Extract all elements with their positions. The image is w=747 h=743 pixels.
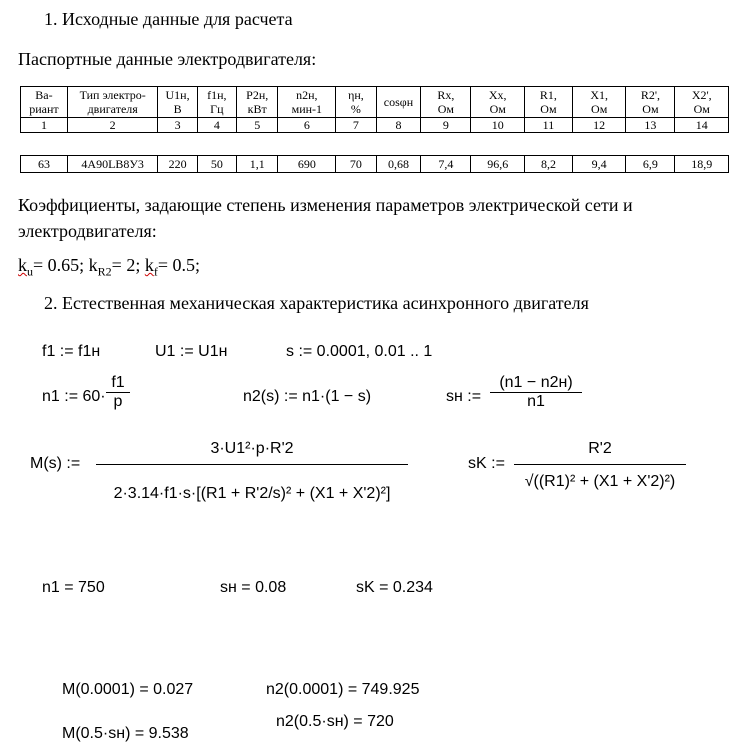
eq-n1-lhs: n1 := 60· <box>42 388 106 405</box>
header-line-1: n2н, <box>296 88 318 102</box>
data-cell: 96,6 <box>471 156 524 173</box>
res-n2-1: n2(0.0001) = 749.925 <box>266 681 420 698</box>
eq-s-range: s := 0.0001, 0.01 .. 1 <box>286 343 433 360</box>
data-cell: 63 <box>21 156 68 173</box>
header-line-1: R2', <box>640 88 661 102</box>
header-line-1: R1, <box>539 88 557 102</box>
header-line-1: f1н, <box>207 88 227 102</box>
column-number-cell: 13 <box>626 118 675 133</box>
res-sn: sн = 0.08 <box>220 579 287 596</box>
eq-sK-num: R'2 <box>514 440 686 465</box>
res-M1: M(0.0001) = 0.027 <box>62 681 194 698</box>
section-1-title: 1. Исходные данные для расчета <box>44 9 293 29</box>
eq-M-lhs: M(s) := <box>30 455 81 472</box>
header-line-1: Ва- <box>35 88 53 102</box>
header-cell <box>236 87 277 118</box>
data-cell: 18,9 <box>675 156 729 173</box>
eq-n1-num: f1 <box>106 374 130 393</box>
kf-value: = 0.5; <box>157 255 200 275</box>
data-cell: 220 <box>158 156 197 173</box>
column-number-cell: 1 <box>21 118 68 133</box>
header-cell <box>336 87 376 118</box>
coef-text: Коэффициенты, задающие степень изменения параметров электрической сети и электродвигателя: <box>18 195 633 241</box>
header-cell <box>626 87 675 118</box>
kr2-value: = 2; <box>111 255 145 275</box>
eq-sn-fraction <box>490 374 582 411</box>
eq-sn-num: (n1 − n2н) <box>490 374 582 393</box>
header-cell <box>376 87 421 118</box>
res-sK: sK = 0.234 <box>356 579 433 596</box>
header-line-2: Ом <box>693 102 710 116</box>
header-line-1: Rх, <box>437 88 455 102</box>
header-line-2: Гц <box>210 102 224 116</box>
eq-M-fraction <box>96 440 408 503</box>
eq-f1: f1 := f1н <box>42 343 101 360</box>
eq-M-den: 2·3.14·f1·s·[(R1 + R'2/s)² + (X1 + X'2)²] <box>113 485 391 502</box>
eq-n2: n2(s) := n1·(1 − s) <box>243 388 372 405</box>
header-line-2: Ом <box>591 102 608 116</box>
column-number-cell: 8 <box>376 118 421 133</box>
header-cell <box>278 87 336 118</box>
params-data-table <box>20 155 729 173</box>
header-cell <box>197 87 236 118</box>
passport-label: Паспортные данные электродвигателя: <box>18 49 317 69</box>
data-cell: 9,4 <box>572 156 625 173</box>
header-line-1: X1, <box>590 88 608 102</box>
header-cell <box>421 87 471 118</box>
column-number-cell: 11 <box>524 118 572 133</box>
column-number-cell: 9 <box>421 118 471 133</box>
data-cell: 690 <box>278 156 336 173</box>
res-M2: M(0.5·sн) = 9.538 <box>62 725 189 742</box>
data-cell: 70 <box>336 156 376 173</box>
header-line-2: Ом <box>540 102 557 116</box>
column-number-cell: 14 <box>675 118 729 133</box>
header-line-2: риант <box>29 102 59 116</box>
header-line-2: Ом <box>489 102 506 116</box>
header-line-1: ηн, <box>348 88 364 102</box>
column-number-cell: 2 <box>67 118 158 133</box>
header-line-1: P2н, <box>246 88 269 102</box>
header-line-2: % <box>350 102 361 116</box>
header-line-1: X2', <box>691 88 712 102</box>
header-cell <box>67 87 158 118</box>
column-number-cell: 5 <box>236 118 277 133</box>
column-number-cell: 3 <box>158 118 197 133</box>
column-number-cell: 12 <box>572 118 625 133</box>
data-cell: 7,4 <box>421 156 471 173</box>
data-cell: 6,9 <box>626 156 675 173</box>
data-cell: 4A90LB8У3 <box>67 156 158 173</box>
column-number-cell: 4 <box>197 118 236 133</box>
eq-u1: U1 := U1н <box>155 343 228 360</box>
res-n2-2: n2(0.5·sн) = 720 <box>276 713 394 730</box>
header-cell <box>471 87 524 118</box>
header-line-2: мин-1 <box>291 102 323 116</box>
header-line-2: В <box>173 102 182 116</box>
header-cell <box>524 87 572 118</box>
column-number-cell: 6 <box>278 118 336 133</box>
header-line-1: Хх, <box>488 88 507 102</box>
header-cell <box>158 87 197 118</box>
data-cell: 50 <box>197 156 236 173</box>
header-line-2: кВт <box>247 102 267 116</box>
eq-sn-lhs: sн := <box>446 388 482 405</box>
header-line-2: Ом <box>437 102 455 116</box>
eq-n1-fraction <box>106 374 130 411</box>
data-cell: 0,68 <box>376 156 421 173</box>
header-cell <box>675 87 729 118</box>
eq-n1-den: p <box>113 393 123 410</box>
header-line-1: U1н, <box>165 88 190 102</box>
eq-sK-den: √((R1)² + (X1 + X'2)²) <box>524 473 676 490</box>
eq-sK-lhs: sK := <box>468 455 505 472</box>
eq-M-num: 3·U1²·p·R'2 <box>96 440 408 465</box>
eq-sn-den: n1 <box>527 393 545 410</box>
section-2-title: 2. Естественная механическая характеристика асинхронного двигателя <box>44 293 589 313</box>
params-header-table <box>20 86 729 133</box>
data-cell: 8,2 <box>524 156 572 173</box>
header-line-2: двигателя <box>87 102 138 116</box>
column-number-cell: 10 <box>471 118 524 133</box>
k-coefficients: $k_u= 0.65$; $k_{R2}= 2$; $k_f= 0.5$; <box>18 255 200 279</box>
column-number-cell: 7 <box>336 118 376 133</box>
eq-sK-fraction <box>514 440 686 491</box>
ku-value: = 0.65; <box>33 255 89 275</box>
header-cell <box>572 87 625 118</box>
header-cell <box>21 87 68 118</box>
header-line-1: cosφн <box>383 95 414 109</box>
res-n1: n1 = 750 <box>42 579 105 596</box>
data-cell: 1,1 <box>236 156 277 173</box>
header-line-1: Тип электро- <box>79 88 146 102</box>
header-line-2: Ом <box>642 102 659 116</box>
